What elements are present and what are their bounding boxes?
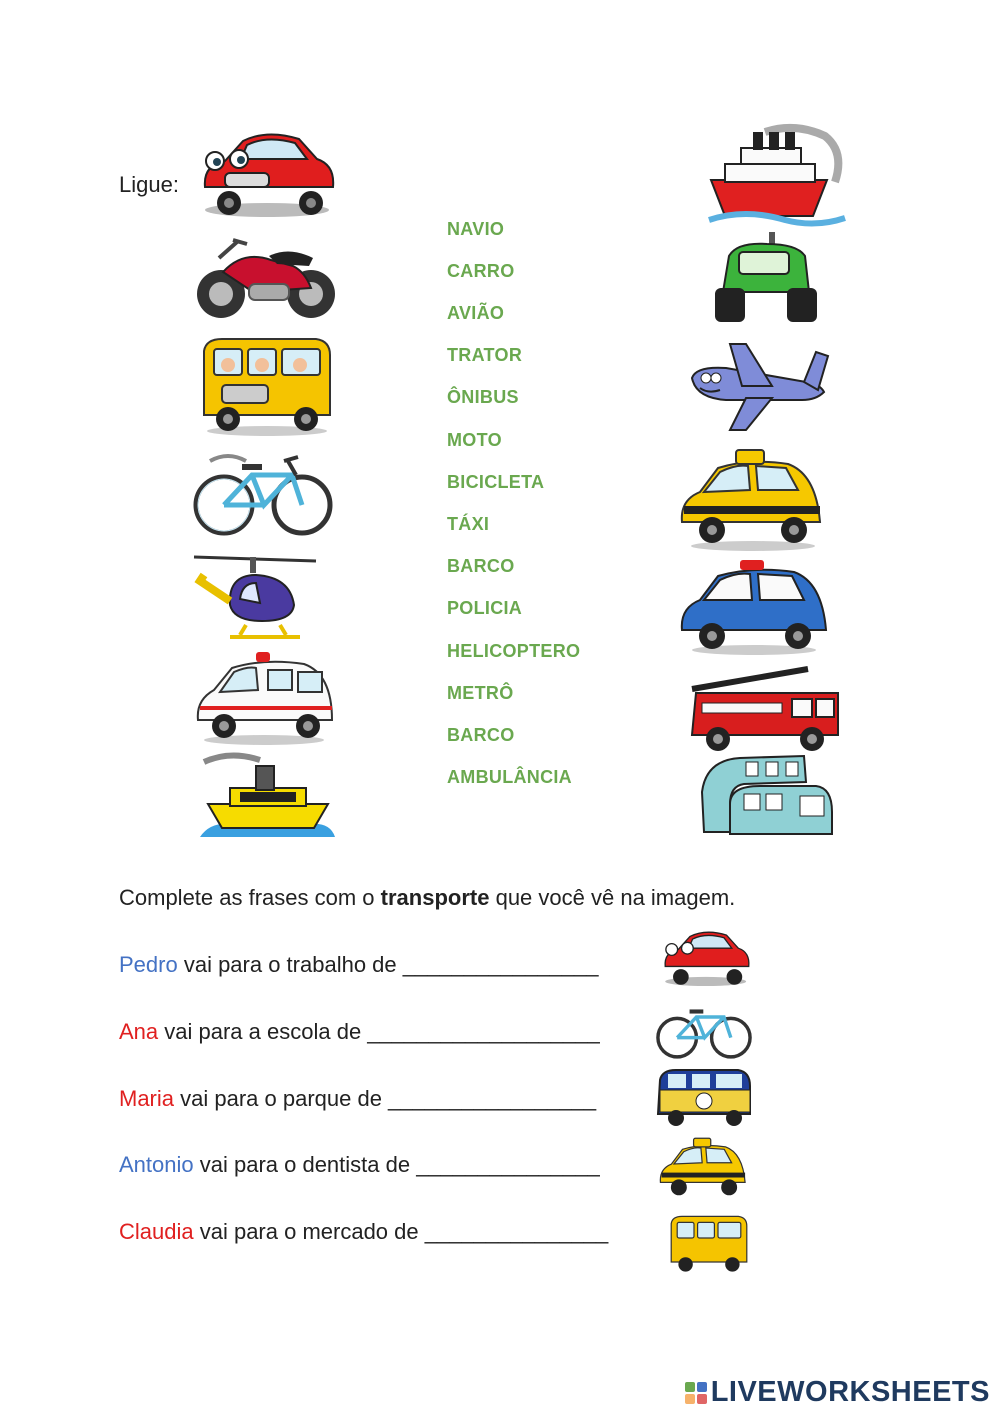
word-barco[interactable]: BARCO xyxy=(447,556,515,576)
sentence-text[interactable]: vai para o mercado de _______________ xyxy=(193,1219,609,1244)
ambulance-illustration[interactable] xyxy=(192,650,337,746)
bicycle-illustration[interactable] xyxy=(652,995,756,1061)
taxi-illustration[interactable] xyxy=(678,446,828,551)
word-barco-2[interactable]: BARCO xyxy=(447,725,515,745)
ship-illustration[interactable] xyxy=(705,122,850,227)
liveworksheets-logo-icon xyxy=(685,1382,707,1404)
airplane-illustration[interactable] xyxy=(686,338,831,433)
sentence-claudia[interactable] xyxy=(119,1219,608,1245)
word-bicicleta[interactable]: BICICLETA xyxy=(447,472,545,492)
sentence-antonio[interactable] xyxy=(119,1152,600,1178)
word-helicoptero[interactable]: HELICOPTERO xyxy=(447,641,581,661)
word-aviao[interactable]: AVIÃO xyxy=(447,303,505,323)
word-trator[interactable]: TRATOR xyxy=(447,345,523,365)
name-ana: Ana xyxy=(119,1019,159,1044)
school-bus-illustration[interactable] xyxy=(664,1206,754,1282)
word-carro[interactable]: CARRO xyxy=(447,261,515,281)
sentence-text[interactable]: vai para o parque de _________________ xyxy=(174,1086,597,1111)
fire-truck-illustration[interactable] xyxy=(688,665,843,753)
bicycle-illustration[interactable] xyxy=(188,443,338,539)
word-navio[interactable]: NAVIO xyxy=(447,219,505,239)
brand-text: LIVEWORKSHEETS xyxy=(710,1376,990,1408)
sentence-pedro[interactable] xyxy=(119,952,599,978)
motorcycle-illustration[interactable] xyxy=(193,232,341,324)
police-car-illustration[interactable] xyxy=(678,558,830,656)
instruction xyxy=(119,885,735,911)
taxi-illustration[interactable] xyxy=(658,1135,750,1201)
word-ambulancia[interactable]: AMBULÂNCIA xyxy=(447,767,572,787)
name-claudia: Claudia xyxy=(119,1219,194,1244)
school-bus-illustration[interactable] xyxy=(192,333,342,437)
sentence-text[interactable]: vai para o trabalho de ________________ xyxy=(177,952,599,977)
ligue-prompt: Ligue: xyxy=(119,172,179,197)
boat-illustration[interactable] xyxy=(200,752,335,837)
sentence-ana[interactable] xyxy=(119,1019,600,1045)
tractor-illustration[interactable] xyxy=(713,232,818,324)
sentence-text[interactable]: vai para o dentista de _______________ xyxy=(193,1152,600,1177)
instruction-start: Complete as frases com o xyxy=(119,885,381,910)
car-illustration[interactable] xyxy=(195,125,340,220)
car-illustration[interactable] xyxy=(658,926,754,988)
instruction-bold: transporte xyxy=(380,885,490,910)
word-metro[interactable]: METRÔ xyxy=(447,683,514,703)
sentence-maria[interactable] xyxy=(119,1086,596,1112)
word-policia[interactable]: POLICIA xyxy=(447,598,523,618)
van-illustration[interactable] xyxy=(654,1066,754,1128)
sentence-text[interactable]: vai para a escola de ___________________ xyxy=(158,1019,600,1044)
helicopter-illustration[interactable] xyxy=(190,545,320,645)
name-maria: Maria xyxy=(119,1086,175,1111)
word-onibus[interactable]: ÔNIBUS xyxy=(447,387,519,407)
metro-train-illustration[interactable] xyxy=(700,752,840,838)
instruction-end: que você vê na imagem. xyxy=(489,885,736,910)
word-taxi[interactable]: TÁXI xyxy=(447,514,490,534)
liveworksheets-brand xyxy=(685,1376,990,1409)
word-moto[interactable]: MOTO xyxy=(447,430,502,450)
name-antonio: Antonio xyxy=(119,1152,194,1177)
name-pedro: Pedro xyxy=(119,952,178,977)
